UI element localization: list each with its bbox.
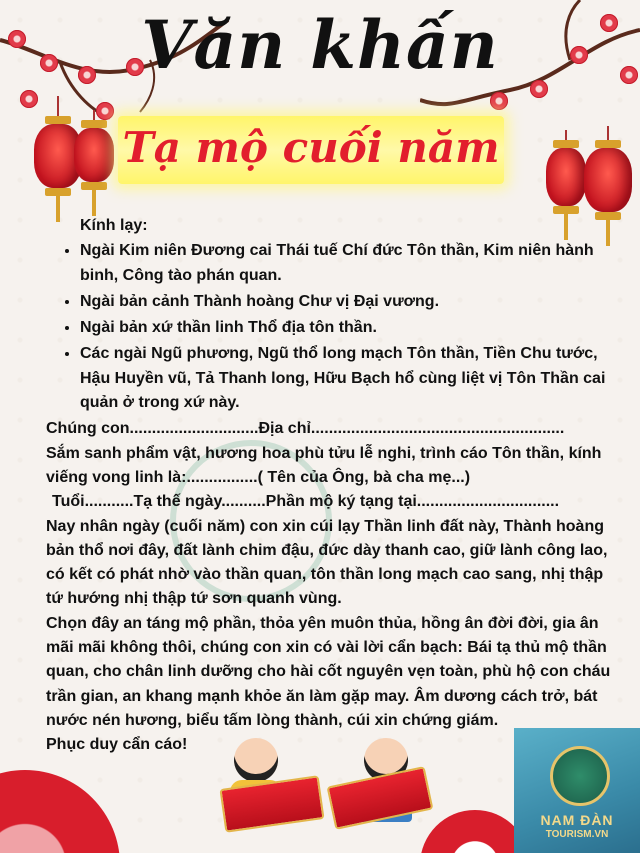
paragraph: Sắm sanh phẩm vật, hương hoa phù tửu lễ nghi, trình cáo Tôn thần, kính viếng vong linh là:................( Tên của Ông, bà cha mẹ...) bbox=[46, 444, 602, 486]
logo-brand: NAM ĐÀN bbox=[540, 812, 614, 828]
list-item: • Ngài bản xứ thần linh Thổ địa tôn thần. bbox=[80, 316, 612, 340]
paragraph: Chúng con.............................Địa chỉ......................................................... bbox=[46, 420, 565, 438]
lantern-icon bbox=[74, 110, 114, 216]
logo-site: TOURISM.VN bbox=[545, 829, 609, 840]
paragraph: Chọn đây an táng mộ phần, thỏa yên muôn thủa, hồng ân đời đời, gia ân mãi mãi không thôi, chúng con xin có vài lời cẩn bạch: Bái tạ thủ mộ thần quan, cho chân linh dưỡng cho hài cốt nguyên vẹn toàn, phù hộ con cháu trần gian, an khang mạnh khỏe ăn làm gặp may. Âm dương cách trở, bát nước nén hương, biểu tấm lòng thành, cúi xin chứng giám. bbox=[46, 614, 611, 729]
paragraph: Phục duy cẩn cáo! bbox=[46, 736, 188, 754]
page-title: Văn khấn bbox=[141, 6, 499, 84]
list-item: • Ngài Kim niên Đương cai Thái tuế Chí đức Tôn thần, Kim niên hành binh, Công tào phán quan. bbox=[80, 239, 612, 288]
list-item: • Các ngài Ngũ phương, Ngũ thổ long mạch Tôn thần, Tiền Chu tước, Hậu Huyền vũ, Tả Thanh long, Hữu Bạch hổ cùng liệt vị Tôn Thần cai quản ở trong xứ này. bbox=[80, 342, 612, 415]
page-subtitle: Tạ mộ cuối năm bbox=[122, 123, 500, 172]
prayer-text bbox=[46, 214, 612, 758]
brand-logo bbox=[514, 728, 640, 853]
mountain-emblem-icon bbox=[550, 746, 610, 806]
greeting: Kính lạy: bbox=[80, 217, 148, 234]
paragraph: Tuổi...........Tạ thế ngày..........Phần mộ ký tạng tại................................ bbox=[52, 493, 560, 511]
blossom-icon bbox=[490, 92, 508, 110]
invocation-list bbox=[46, 239, 612, 415]
list-item: • Ngài bản cảnh Thành hoàng Chư vị Đại vương. bbox=[80, 290, 612, 314]
paragraph: Nay nhân ngày (cuối năm) con xin cúi lạy Thần linh đất này, Thành hoàng bản thổ nơi đây, đất lành chim đậu, đức dày thanh cao, giữ lành công lao, có kết có phát nhờ vào thần quan, tôn thần long mạch cao sang, nhị thập tứ hướng nhị thập tứ sơn quanh vùng. bbox=[46, 517, 608, 608]
